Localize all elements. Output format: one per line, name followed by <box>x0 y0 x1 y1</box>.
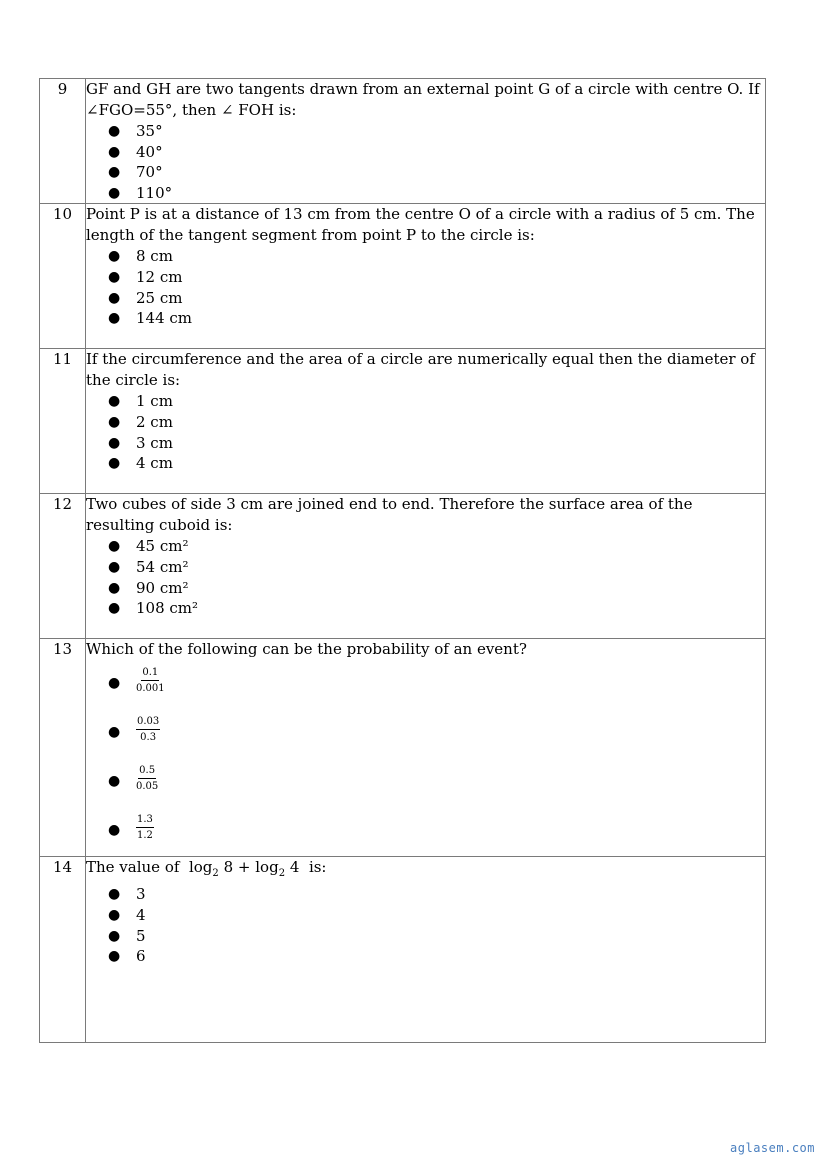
option-item <box>108 758 765 807</box>
options-list <box>86 121 765 203</box>
option-item: ● 3 <box>108 885 146 904</box>
option-item: ● 3 cm <box>108 433 173 452</box>
option-item: ● 2 cm <box>108 412 173 431</box>
denominator: 0.3 <box>140 731 157 743</box>
question-cell <box>86 639 766 857</box>
fraction <box>136 814 154 842</box>
bullet-icon: ● <box>108 579 121 596</box>
question-number: 11 <box>40 349 86 494</box>
bullet-icon: ● <box>108 886 121 903</box>
options-list <box>86 884 765 966</box>
options-list <box>86 536 765 618</box>
option-item: ● 4 cm <box>108 454 173 473</box>
question-row-12 <box>40 494 766 639</box>
bullet-icon: ● <box>108 310 121 327</box>
option-item: ● 40° <box>108 142 163 161</box>
bullet-icon: ● <box>108 248 121 265</box>
options-list <box>86 246 765 328</box>
option-item: ● 4 <box>108 905 146 924</box>
bullet-icon: ● <box>108 558 121 575</box>
question-cell <box>86 349 766 494</box>
question-text: The value of $\log_2 8 + \log_2 4$ is: <box>86 858 327 880</box>
option-item: ● 12 cm <box>108 267 183 286</box>
question-row-14 <box>40 857 766 1043</box>
question-number: 14 <box>40 857 86 1043</box>
question-row-10 <box>40 204 766 349</box>
bullet-icon: ● <box>108 773 121 790</box>
questions-table <box>39 78 766 1043</box>
options-list <box>86 391 765 473</box>
question-row-11 <box>40 349 766 494</box>
question-number: 13 <box>40 639 86 857</box>
question-text: Point P is at a distance of 13 cm from the centre O of a circle with a radius of 5 cm. The length of the tangent segment from point P to the circle is: <box>86 205 755 245</box>
option-item: ● 54 cm² <box>108 557 189 576</box>
option-item: ● 1 cm <box>108 392 173 411</box>
denominator: 0.001 <box>136 682 165 694</box>
option-item: ● 45 cm² <box>108 537 189 556</box>
fraction <box>136 765 158 793</box>
numerator: 0.5 <box>138 765 156 779</box>
bullet-icon: ● <box>108 143 121 160</box>
question-cell <box>86 79 766 204</box>
option-item: ● 144 cm <box>108 309 193 328</box>
log-expression: $\log_2 8 + \log_2 4$ <box>188 858 300 880</box>
question-text: Which of the following can be the probability of an event? <box>86 640 527 659</box>
fraction <box>136 667 165 695</box>
bullet-icon: ● <box>108 724 121 741</box>
option-item: ● 5 <box>108 926 146 945</box>
question-number: 10 <box>40 204 86 349</box>
option-item: ● 6 <box>108 947 146 966</box>
option-item: ● 25 cm <box>108 288 183 307</box>
bullet-icon: ● <box>108 538 121 555</box>
bullet-icon: ● <box>108 123 121 139</box>
option-item: ● 35° <box>108 122 163 140</box>
question-number: 12 <box>40 494 86 639</box>
numerator: 0.1 <box>141 667 159 681</box>
option-item: ● 110° <box>108 183 173 202</box>
option-item: ● 70° <box>108 163 163 182</box>
question-text: GF and GH are two tangents drawn from an external point G of a circle with centre O. If ∠FGO=55°, then ∠ FOH is: <box>86 80 760 119</box>
bullet-icon: ● <box>108 413 121 430</box>
bullet-icon: ● <box>108 289 121 306</box>
denominator: 0.05 <box>136 780 159 792</box>
options-list <box>86 660 765 856</box>
watermark-footer: aglasem.com <box>730 1141 815 1155</box>
question-cell <box>86 857 766 1043</box>
bullet-icon: ● <box>108 455 121 472</box>
question-cell <box>86 494 766 639</box>
option-item <box>108 660 765 709</box>
numerator: 0.03 <box>136 716 160 730</box>
bullet-icon: ● <box>108 822 121 839</box>
bullet-icon: ● <box>108 268 121 285</box>
question-number: 9 <box>40 79 86 204</box>
bullet-icon: ● <box>108 393 121 410</box>
question-text: If the circumference and the area of a circle are numerically equal then the diameter of the circle is: <box>86 350 755 390</box>
option-item: ● 90 cm² <box>108 578 189 597</box>
numerator: 1.3 <box>136 814 154 828</box>
bullet-icon: ● <box>108 434 121 451</box>
bullet-icon: ● <box>108 184 121 201</box>
option-item <box>108 709 765 758</box>
bullet-icon: ● <box>108 675 121 692</box>
option-item <box>108 807 765 856</box>
option-item: ● 8 cm <box>108 247 173 266</box>
denominator: 1.2 <box>137 829 153 841</box>
option-item: ● 108 cm² <box>108 599 199 618</box>
bullet-icon: ● <box>108 906 121 923</box>
question-cell <box>86 204 766 349</box>
question-row-9 <box>40 79 766 204</box>
question-row-13 <box>40 639 766 857</box>
bullet-icon: ● <box>108 164 121 181</box>
bullet-icon: ● <box>108 927 121 944</box>
bullet-icon: ● <box>108 948 121 965</box>
question-text: Two cubes of side 3 cm are joined end to end. Therefore the surface area of the resulting cuboid is: <box>86 495 693 535</box>
fraction <box>136 716 160 744</box>
bullet-icon: ● <box>108 600 121 617</box>
